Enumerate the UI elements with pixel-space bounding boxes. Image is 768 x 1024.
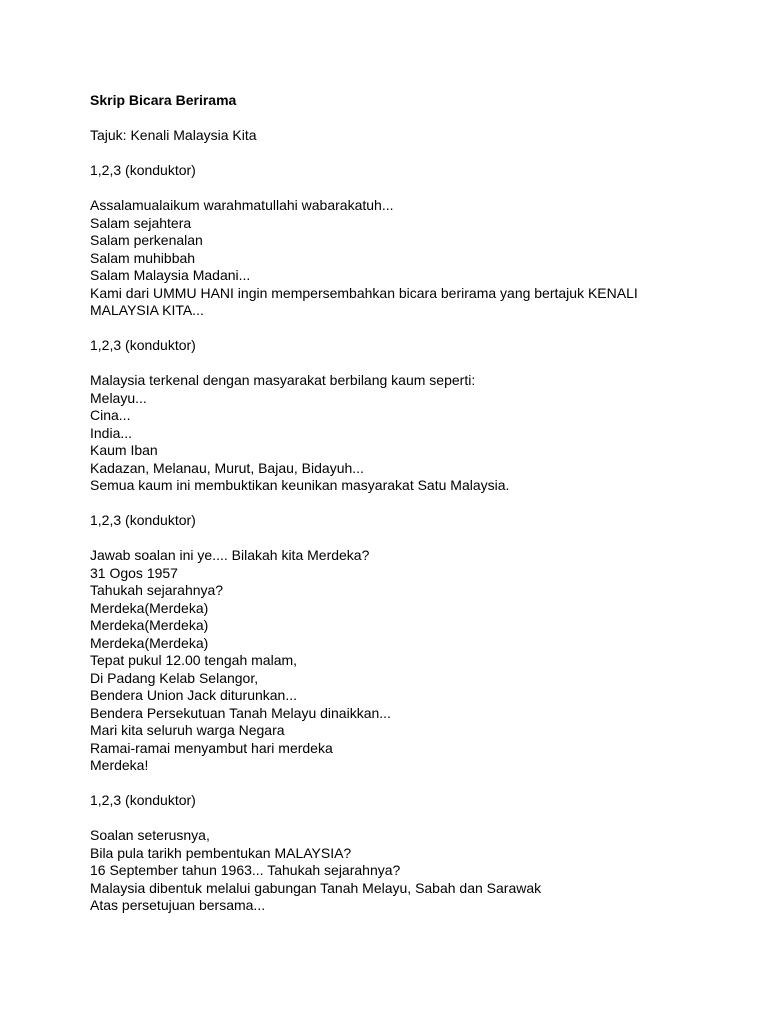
spacer <box>90 775 730 793</box>
text-line: MALAYSIA KITA... <box>90 302 204 318</box>
text-line: Salam Malaysia Madani... <box>90 267 251 283</box>
text-line: Tahukah sejarahnya? <box>90 582 224 598</box>
text-line: Atas persetujuan bersama... <box>90 897 266 913</box>
spacer <box>90 495 730 513</box>
text-line: Merdeka(Merdeka) <box>90 634 209 651</box>
text-line: Cina... <box>90 407 131 423</box>
text-line: Bila pula tarikh pembentukan MALAYSIA? <box>90 844 352 861</box>
text-line: Malaysia dibentuk melalui gabungan Tanah Melayu, Sabah dan Sarawak <box>90 879 542 896</box>
spacer <box>90 355 730 373</box>
text-line: Mari kita seluruh warga Negara <box>90 722 285 738</box>
text-line: Kami dari UMMU HANI ingin mempersembahkan bicara berirama yang bertajuk KENALI <box>90 284 638 301</box>
section-2 <box>90 372 730 495</box>
text-line: Di Padang Kelab Selangor, <box>90 669 259 686</box>
section-3 <box>90 547 730 775</box>
text-line: 16 September tahun 1963... Tahukah sejarahnya? <box>90 862 401 878</box>
text-line: Kaum Iban <box>90 442 158 458</box>
text-line: Merdeka! <box>90 757 149 773</box>
spacer <box>90 810 730 828</box>
text-line: Salam sejahtera <box>90 214 192 231</box>
text-line: Tepat pukul 12.00 tengah malam, <box>90 652 298 668</box>
conductor-cue-1: 1,2,3 (konduktor) <box>90 162 196 178</box>
text-line: Ramai-ramai menyambut hari merdeka <box>90 739 333 756</box>
text-line: Soalan seterusnya, <box>90 827 210 843</box>
document-title: Skrip Bicara Berirama <box>90 92 237 108</box>
text-line: Merdeka(Merdeka) <box>90 599 209 616</box>
spacer <box>90 145 730 163</box>
text-line: Jawab soalan ini ye.... Bilakah kita Merdeka? <box>90 547 370 563</box>
conductor-cue-3: 1,2,3 (konduktor) <box>90 512 196 528</box>
tajuk-line: Tajuk: Kenali Malaysia Kita <box>90 127 257 143</box>
conductor-cue-2: 1,2,3 (konduktor) <box>90 337 196 353</box>
spacer <box>90 180 730 198</box>
section-4 <box>90 827 730 915</box>
text-line: Bendera Persekutuan Tanah Melayu dinaikkan... <box>90 704 391 721</box>
text-line: Semua kaum ini membuktikan keunikan masyarakat Satu Malaysia. <box>90 477 510 493</box>
text-line: Melayu... <box>90 389 147 406</box>
spacer <box>90 320 730 338</box>
text-line: Malaysia terkenal dengan masyarakat berbilang kaum seperti: <box>90 372 476 388</box>
text-line: 31 Ogos 1957 <box>90 564 178 581</box>
text-line: India... <box>90 424 133 441</box>
text-line: Assalamualaikum warahmatullahi wabarakatuh... <box>90 197 394 213</box>
conductor-cue-4: 1,2,3 (konduktor) <box>90 792 196 808</box>
text-line: Salam perkenalan <box>90 232 203 248</box>
spacer <box>90 110 730 128</box>
text-line: Merdeka(Merdeka) <box>90 617 209 633</box>
section-1 <box>90 197 730 320</box>
text-line: Bendera Union Jack diturunkan... <box>90 687 298 703</box>
spacer <box>90 530 730 548</box>
text-line: Salam muhibbah <box>90 249 196 266</box>
document-body <box>90 92 730 915</box>
text-line: Kadazan, Melanau, Murut, Bajau, Bidayuh... <box>90 459 364 476</box>
